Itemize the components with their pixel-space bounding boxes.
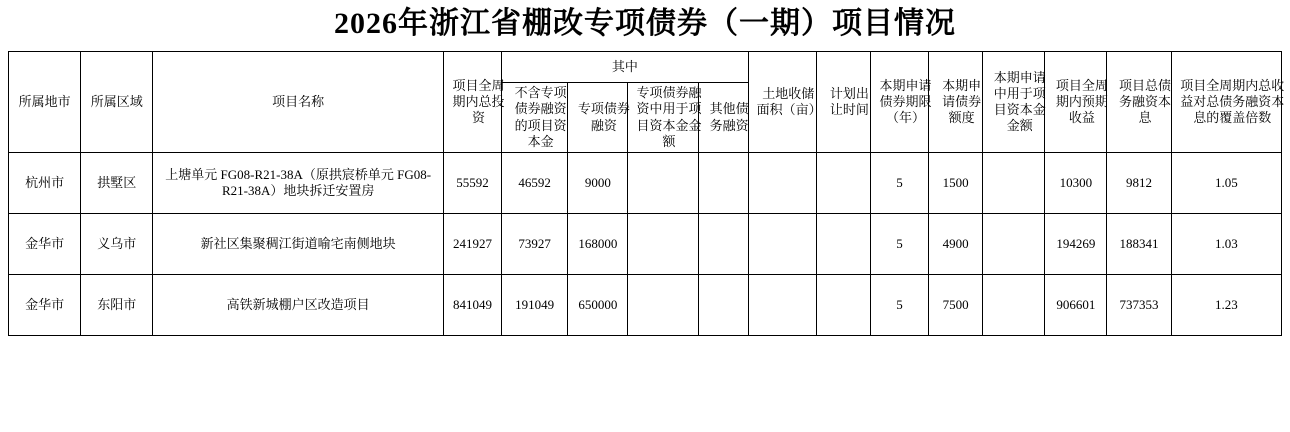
cell-city: 杭州市	[9, 153, 81, 214]
cell-total-investment: 55592	[443, 153, 501, 214]
cell-area: 义乌市	[81, 214, 153, 275]
col-header-project-name: 项目名称	[153, 52, 444, 153]
cell-bond-amount: 1500	[929, 153, 983, 214]
cell-term-years: 5	[870, 214, 928, 275]
col-header-expected-income: 项目全周期内预期收益	[1045, 52, 1107, 153]
col-header-group-within: 其中	[502, 52, 749, 83]
cell-land-area	[748, 214, 816, 275]
col-header-bond-amount: 本期申请债券额度	[929, 52, 983, 153]
col-header-term-years: 本期申请债券期限（年）	[870, 52, 928, 153]
cell-bond-amount-for-capital	[983, 153, 1045, 214]
table-body	[9, 153, 1282, 336]
cell-bond-for-capital	[628, 275, 698, 336]
cell-other-debt	[698, 214, 748, 275]
table-row	[9, 153, 1282, 214]
cell-expected-income: 194269	[1045, 214, 1107, 275]
cell-bond-for-capital	[628, 214, 698, 275]
cell-debt-principal-interest: 9812	[1107, 153, 1171, 214]
cell-area: 拱墅区	[81, 153, 153, 214]
col-header-total-investment: 项目全周期内总投资	[443, 52, 501, 153]
cell-city: 金华市	[9, 214, 81, 275]
cell-total-investment: 841049	[443, 275, 501, 336]
cell-project-name: 高铁新城棚户区改造项目	[153, 275, 444, 336]
cell-coverage: 1.05	[1171, 153, 1281, 214]
col-header-other-debt: 其他债务融资	[698, 83, 748, 153]
cell-transfer-time	[816, 214, 870, 275]
cell-project-name: 新社区集聚稠江街道喻宅南侧地块	[153, 214, 444, 275]
table-header	[9, 52, 1285, 153]
col-header-debt-principal-interest: 项目总债务融资本息	[1107, 52, 1171, 153]
col-header-capital-excl-bond: 不含专项债券融资的项目资本金	[502, 83, 568, 153]
cell-bond-financing: 650000	[568, 275, 628, 336]
cell-capital-excl-bond: 46592	[502, 153, 568, 214]
col-header-land-area: 土地收储面积（亩）	[748, 52, 816, 153]
col-header-area: 所属区域	[81, 52, 153, 153]
cell-debt-principal-interest: 737353	[1107, 275, 1171, 336]
cell-area: 东阳市	[81, 275, 153, 336]
cell-coverage: 1.03	[1171, 214, 1281, 275]
col-header-coverage: 项目全周期内总收益对总债务融资本息的覆盖倍数	[1171, 52, 1281, 153]
cell-transfer-time	[816, 275, 870, 336]
cell-bond-amount-for-capital	[983, 275, 1045, 336]
col-header-bond-amount-for-capital: 本期申请中用于项目资本金金额	[983, 52, 1045, 153]
cell-capital-excl-bond: 73927	[502, 214, 568, 275]
cell-expected-income: 10300	[1045, 153, 1107, 214]
col-header-bond-for-capital: 专项债券融资中用于项目资本金金额	[628, 83, 698, 153]
cell-debt-principal-interest: 188341	[1107, 214, 1171, 275]
cell-transfer-time	[816, 153, 870, 214]
cell-project-name: 上塘单元 FG08-R21-38A（原拱宸桥单元 FG08-R21-38A）地块拆迁安置房	[153, 153, 444, 214]
cell-other-debt	[698, 275, 748, 336]
cell-bond-amount-for-capital	[983, 214, 1045, 275]
cell-bond-amount: 7500	[929, 275, 983, 336]
cell-bond-financing: 9000	[568, 153, 628, 214]
cell-bond-financing: 168000	[568, 214, 628, 275]
header-row-group	[9, 52, 1282, 83]
cell-bond-for-capital	[628, 153, 698, 214]
cell-capital-excl-bond: 191049	[502, 275, 568, 336]
col-header-transfer-time: 计划出让时间	[816, 52, 870, 153]
cell-expected-income: 906601	[1045, 275, 1107, 336]
cell-term-years: 5	[870, 275, 928, 336]
project-table	[8, 51, 1285, 336]
cell-land-area	[748, 275, 816, 336]
cell-bond-amount: 4900	[929, 214, 983, 275]
cell-total-investment: 241927	[443, 214, 501, 275]
col-header-city: 所属地市	[9, 52, 81, 153]
page-title: 2026年浙江省棚改专项债券（一期）项目情况	[334, 7, 956, 40]
table-row	[9, 275, 1282, 336]
col-header-bond-financing: 专项债券融资	[568, 83, 628, 153]
table-row	[9, 214, 1282, 275]
cell-term-years: 5	[870, 153, 928, 214]
cell-city: 金华市	[9, 275, 81, 336]
cell-land-area	[748, 153, 816, 214]
cell-coverage: 1.23	[1171, 275, 1281, 336]
cell-other-debt	[698, 153, 748, 214]
